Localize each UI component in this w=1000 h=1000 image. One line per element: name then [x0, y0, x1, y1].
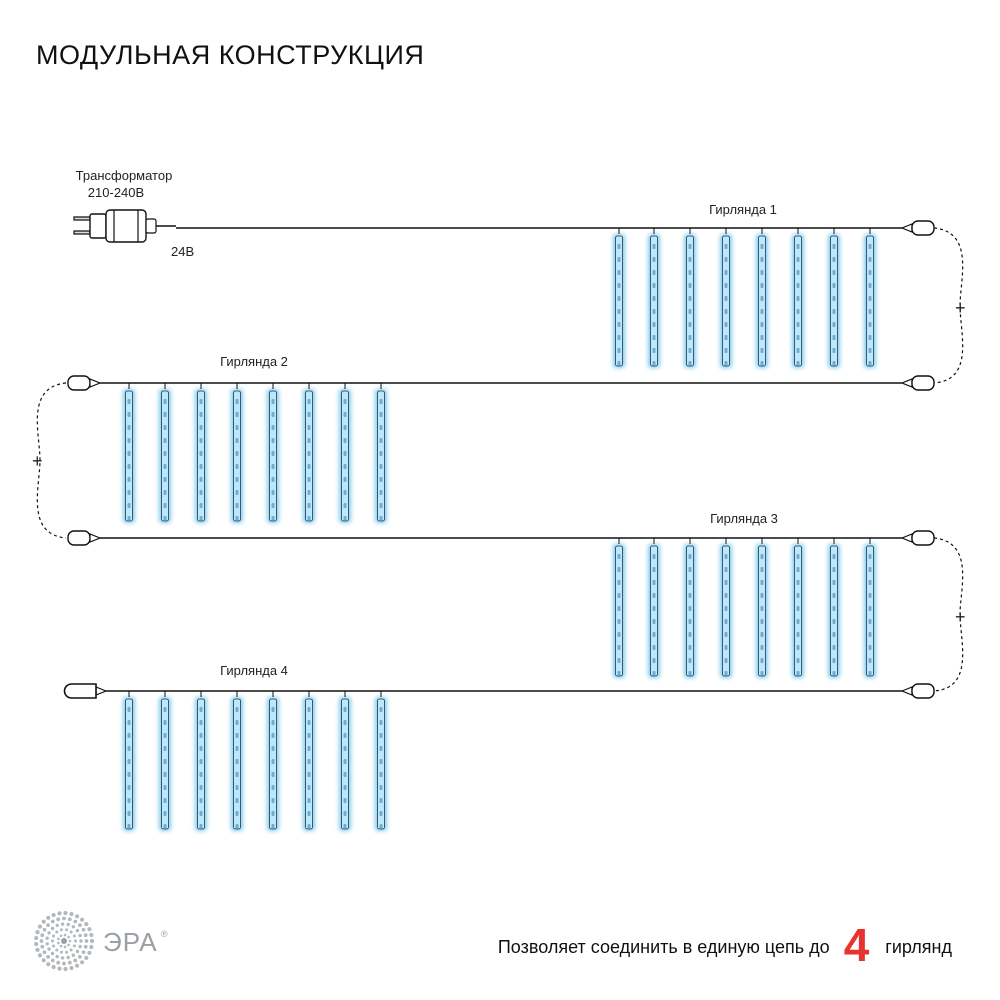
transformer-input-voltage: 210-240В: [87, 185, 145, 200]
logo-center-dot: [61, 938, 67, 944]
garland-1-icicle: [864, 228, 876, 368]
connector-g2-end: [902, 376, 934, 390]
footer-note: [498, 918, 952, 972]
garland-1-icicle: [613, 228, 625, 368]
garland-3-icicle: [720, 538, 732, 678]
footer-prefix: Позволяет соединить в единую цепь до: [497, 937, 830, 957]
connector-plus-2: +: [32, 451, 43, 471]
garland-3-icicle: [648, 538, 660, 678]
garland-2-icicle: [303, 383, 315, 523]
garland-3-icicle: [756, 538, 768, 678]
garland-2-icicle: [123, 383, 135, 523]
garland-3-label: Гирлянда 3: [710, 511, 778, 526]
garland-2-icicle: [339, 383, 351, 523]
garland-4-icicle: [339, 691, 351, 831]
footer-suffix: гирлянд: [885, 937, 952, 957]
transformer-icon: [74, 210, 176, 242]
garland-3-icicle: [792, 538, 804, 678]
garland-4-icicle: [267, 691, 279, 831]
icicles-layer: [123, 228, 876, 831]
connector-g2-start: [68, 376, 100, 390]
transformer-label: Трансформатор: [75, 168, 173, 183]
garland-4-icicle: [195, 691, 207, 831]
connector-g3-start: [68, 531, 100, 545]
connector-plus-1: +: [955, 298, 966, 318]
garland-1-icicle: [792, 228, 804, 368]
garland-1-icicle: [720, 228, 732, 368]
transformer-output-voltage: 24В: [171, 244, 195, 259]
garland-3-icicle: [864, 538, 876, 678]
connector-plus-3: +: [955, 607, 966, 627]
garland-3-icicle: [613, 538, 625, 678]
connector-g3-end: [902, 531, 934, 545]
end-cap-icon: [65, 684, 107, 698]
garland-1-label: Гирлянда 1: [709, 202, 777, 217]
logo-text: ЭРА: [103, 927, 158, 957]
garland-4-icicle: [159, 691, 171, 831]
garland-2-icicle: [231, 383, 243, 523]
connector-g1-end: [902, 221, 934, 235]
garland-1-icicle: [648, 228, 660, 368]
garland-1-icicle: [828, 228, 840, 368]
logo-registered-mark: ®: [161, 929, 168, 939]
garland-2-icicle: [195, 383, 207, 523]
footer-count: 4: [843, 919, 870, 971]
garland-4-icicle: [303, 691, 315, 831]
garland-3-icicle: [684, 538, 696, 678]
garland-1-icicle: [684, 228, 696, 368]
garland-1-icicle: [756, 228, 768, 368]
garland-4-icicle: [375, 691, 387, 831]
connector-g4-end: [902, 684, 934, 698]
wires-layer: [37, 228, 962, 691]
page-title: МОДУЛЬНАЯ КОНСТРУКЦИЯ: [36, 40, 425, 70]
era-logo-icon: [34, 911, 94, 971]
garland-2-label: Гирлянда 2: [220, 354, 288, 369]
garland-4-icicle: [123, 691, 135, 831]
garland-4-icicle: [231, 691, 243, 831]
garland-2-icicle: [267, 383, 279, 523]
garland-2-icicle: [375, 383, 387, 523]
garland-3-icicle: [828, 538, 840, 678]
garland-2-icicle: [159, 383, 171, 523]
garland-4-label: Гирлянда 4: [220, 663, 288, 678]
